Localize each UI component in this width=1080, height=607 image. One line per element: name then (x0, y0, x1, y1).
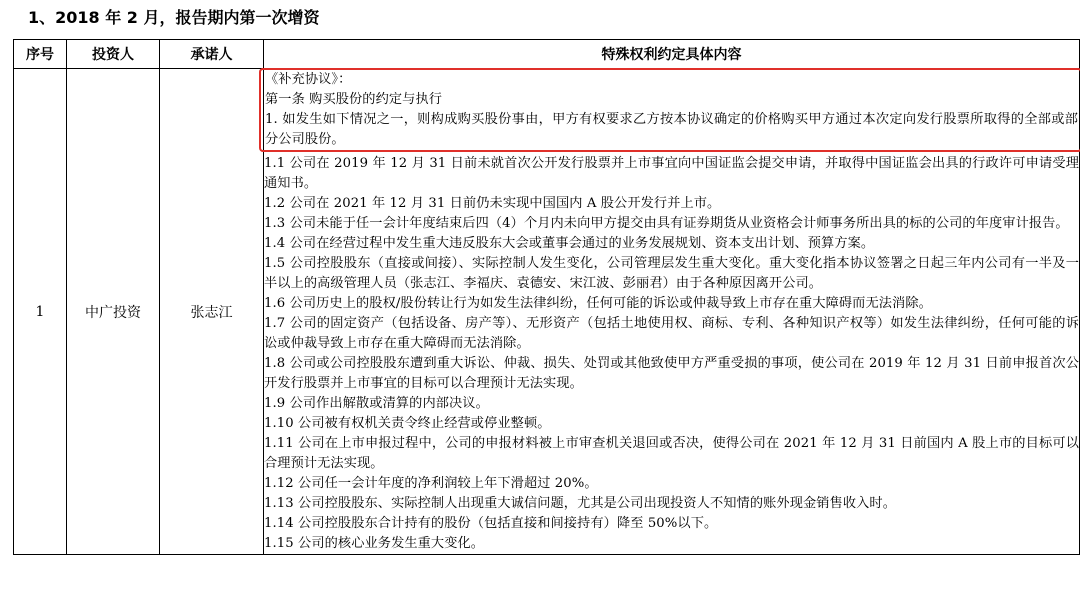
clause-1: 1. 如发生如下情况之一，则构成购买股份事由，甲方有权要求乙方按本协议确定的价格购买甲方通过本次定向发行股票所取得的全部或部分公司股份。 (265, 112, 1078, 147)
clause-1-5: 1.5 公司控股股东（直接或间接）、实际控制人发生变化，公司管理层发生重大变化。重大变化指本协议签署之日起三年内公司有一半及一半以上的高级管理人员（张志江、李福庆、袁德安、宋江波、彭丽君）由于各种原因离开公司。 (264, 256, 1079, 291)
clause-1-12: 1.12 公司任一会计年度的净利润较上年下滑超过 20%。 (264, 476, 598, 491)
special-rights-table (13, 39, 1080, 555)
clause-1-15: 1.15 公司的核心业务发生重大变化。 (264, 536, 485, 551)
clause-1-11: 1.11 公司在上市申报过程中，公司的申报材料被上市审查机关退回或否决，使得公司在 2021 年 12 月 31 日前国内 A 股上市的目标可以合理预计无法实现。 (264, 436, 1079, 471)
cell-investor: 中广投资 (67, 69, 160, 555)
header-promisor: 承诺人 (160, 40, 264, 69)
table-header-row (14, 40, 1080, 69)
header-investor: 投资人 (67, 40, 160, 69)
article-title: 第一条 购买股份的约定与执行 (265, 92, 443, 107)
clause-1-13: 1.13 公司控股股东、实际控制人出现重大诚信问题，尤其是公司出现投资人不知情的账外现金销售收入时。 (264, 496, 896, 511)
cell-seq: 1 (14, 69, 67, 555)
clause-1-1: 1.1 公司在 2019 年 12 月 31 日前未就首次公开发行股票并上市事宜向中国证监会提交申请，并取得中国证监会出具的行政许可申请受理通知书。 (264, 156, 1079, 191)
clause-1-6: 1.6 公司历史上的股权/股份转让行为如发生法律纠纷，任何可能的诉讼或仲裁导致上市存在重大障碍而无法消除。 (264, 296, 932, 311)
table-row (14, 69, 1080, 555)
clause-1-8: 1.8 公司或公司控股股东遭到重大诉讼、仲裁、损失、处罚或其他致使甲方严重受损的事项，使公司在 2019 年 12 月 31 日前申报首次公开发行股票并上市事宜的目标可以合理预计无法实现。 (264, 356, 1079, 391)
header-seq: 序号 (14, 40, 67, 69)
clause-1-4: 1.4 公司在经营过程中发生重大违反股东大会或董事会通过的业务发展规划、资本支出计划、预算方案。 (264, 236, 875, 251)
clause-1-3: 1.3 公司未能于任一会计年度结束后四（4）个月内未向甲方提交由具有证券期货从业资格会计师事务所出具的标的公司的年度审计报告。 (264, 216, 1069, 231)
cell-promisor: 张志江 (160, 69, 264, 555)
cell-content (264, 69, 1080, 555)
clause-1-7: 1.7 公司的固定资产（包括设备、房产等）、无形资产（包括土地使用权、商标、专利、各种知识产权等）如发生法律纠纷，任何可能的诉讼或仲裁导致上市存在重大障碍而无法消除。 (264, 316, 1079, 351)
highlight-box (259, 68, 1080, 152)
section-heading: 1、2018 年 2 月，报告期内第一次增资 (28, 8, 320, 27)
clause-1-9: 1.9 公司作出解散或清算的内部决议。 (264, 396, 489, 411)
clause-1-14: 1.14 公司控股股东合计持有的股份（包括直接和间接持有）降至 50%以下。 (264, 516, 718, 531)
clause-1-10: 1.10 公司被有权机关责令终止经营或停业整顿。 (264, 416, 551, 431)
clause-1-2: 1.2 公司在 2021 年 12 月 31 日前仍未实现中国国内 A 股公开发行并上市。 (264, 196, 721, 211)
header-content: 特殊权利约定具体内容 (264, 40, 1080, 69)
agreement-title: 《补充协议》： (265, 72, 352, 87)
